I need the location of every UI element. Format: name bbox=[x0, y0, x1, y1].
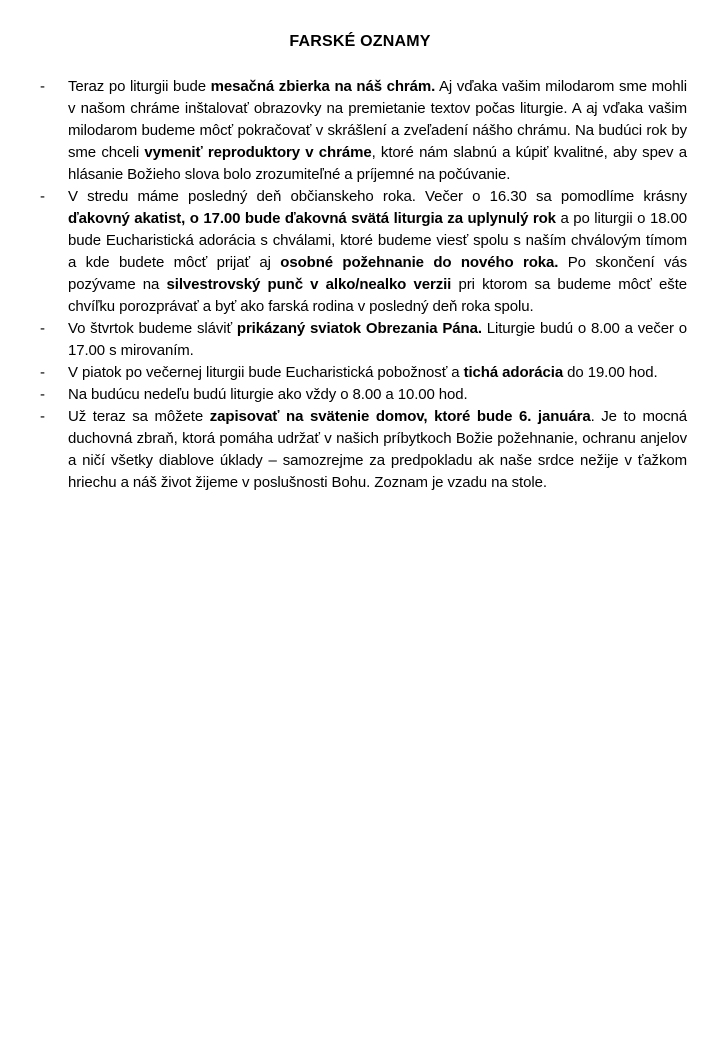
page-title: FARSKÉ OZNAMY bbox=[289, 33, 431, 50]
list-item-text: V stredu máme posledný deň občianskeho roka. Večer o 16.30 sa pomodlíme krásny ďakovný akatist, o 17.00 bude ďakovná svätá liturgia za uplynulý rok a po liturgii o 18.00 bude Eucharistická adorácia s chválami, ktoré budeme viesť spolu s naším chválovým tímom a kde budete môcť prijať aj osobné požehnanie do nového roka. Po skončení vás pozývame na silvestrovský punč v alko/nealko verzii pri ktorom sa budeme môcť ešte chvíľku porozprávať a byť ako farská rodina v posledný deň roka spolu. bbox=[68, 188, 688, 315]
bullet-dash: - bbox=[40, 78, 45, 95]
list-item-text: Už teraz sa môžete zapisovať na svätenie domov, ktoré bude 6. januára. Je to mocná duchovná zbraň, ktorá pomáha udržať v našich príbytkoch Božie požehnanie, ochranu anjelov a ničí všetky diablove úklady – samozrejme za predpokladu ak naše srdce nežije v ťažkom hriechu a náš život žijeme v poslušnosti Bohu. Zoznam je vzadu na stole. bbox=[68, 408, 688, 491]
list-item bbox=[40, 384, 687, 406]
list-item-text: Teraz po liturgii bude mesačná zbierka na náš chrám. Aj vďaka vašim milodarom sme mohli v našom chráme inštalovať obrazovky na premietanie textov počas liturgie. A aj vďaka vašim milodarom budeme môcť pokračovať v skrášlení a zveľadení nášho chrámu. Na budúci rok by sme chceli vymeniť reproduktory v chráme, ktoré nám slabnú a kúpiť kvalitné, aby spev a hlásanie Božieho slova bolo zrozumiteľné a príjemné na počúvanie. bbox=[68, 78, 687, 183]
announcement-list bbox=[40, 76, 687, 494]
bullet-dash: - bbox=[40, 386, 45, 403]
bullet-dash: - bbox=[40, 320, 45, 337]
list-item-text: V piatok po večernej liturgii bude Eucharistická pobožnosť a tichá adorácia do 19.00 hod. bbox=[68, 364, 658, 381]
list-item bbox=[40, 318, 687, 362]
bullet-dash: - bbox=[40, 188, 45, 205]
bullet-dash: - bbox=[40, 364, 45, 381]
list-item bbox=[40, 406, 687, 494]
list-item-text: Vo štvrtok budeme sláviť prikázaný sviatok Obrezania Pána. Liturgie budú o 8.00 a večer o 17.00 s mirovaním. bbox=[68, 320, 688, 359]
list-item bbox=[40, 362, 687, 384]
list-item bbox=[40, 186, 687, 318]
list-item-text: Na budúcu nedeľu budú liturgie ako vždy o 8.00 a 10.00 hod. bbox=[68, 386, 468, 403]
bullet-dash: - bbox=[40, 408, 45, 425]
list-item bbox=[40, 76, 687, 186]
